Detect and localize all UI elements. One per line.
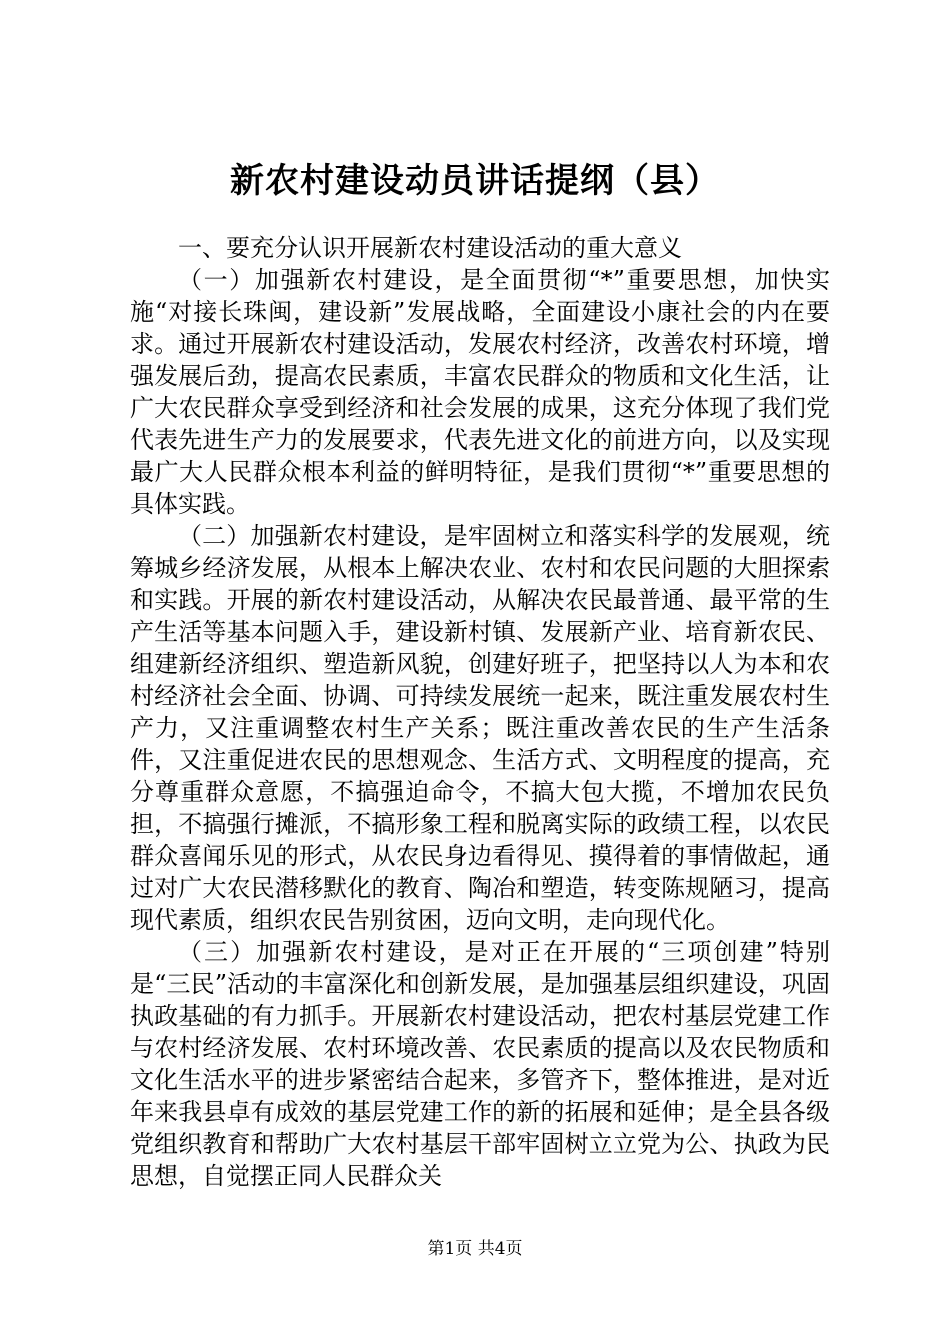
document-title: 新农村建设动员讲话提纲（县）: [230, 161, 720, 201]
document-body: [130, 232, 830, 1192]
page-number-footer: 第1页 共4页: [427, 1239, 523, 1259]
paragraph-1: （一）加强新农村建设，是全面贯彻“*”重要思想，加快实施“对接长珠闽，建设新”发展战略，全面建设小康社会的内在要求。通过开展新农村建设活动，发展农村经济，改善农村环境，增强发展后劲，提高农民素质，丰富农民群众的物质和文化生活，让广大农民群众享受到经济和社会发展的成果，这充分体现了我们党代表先进生产力的发展要求，代表先进文化的前进方向，以及实现最广大人民群众根本利益的鲜明特征，是我们贯彻“*”重要思想的具体实践。: [130, 266, 830, 518]
paragraph-2: （二）加强新农村建设，是牢固树立和落实科学的发展观，统筹城乡经济发展，从根本上解决农业、农村和农民问题的大胆探索和实践。开展的新农村建设活动，从解决农民最普通、最平常的生产生活等基本问题入手，建设新村镇、发展新产业、培育新农民、组建新经济组织、塑造新风貌，创建好班子，把坚持以人为本和农村经济社会全面、协调、可持续发展统一起来，既注重发展农村生产力，又注重调整农村生产关系；既注重改善农民的生产生活条件，又注重促进农民的思想观念、生活方式、文明程度的提高，充分尊重群众意愿，不搞强迫命令，不搞大包大揽，不增加农民负担，不搞强行摊派，不搞形象工程和脱离实际的政绩工程，以农民群众喜闻乐见的形式，从农民身边看得见、摸得着的事情做起，通过对广大农民潜移默化的教育、陶冶和塑造，转变陈规陋习，提高现代素质，组织农民告别贫困，迈向文明，走向现代化。: [130, 522, 830, 934]
section-heading: 一、要充分认识开展新农村建设活动的重大意义: [178, 234, 682, 262]
paragraph-3: （三）加强新农村建设，是对正在开展的“三项创建”特别是“三民”活动的丰富深化和创新发展，是加强基层组织建设，巩固执政基础的有力抓手。开展新农村建设活动，把农村基层党建工作与农村经济发展、农村环境改善、农民素质的提高以及农民物质和文化生活水平的进步紧密结合起来，多管齐下，整体推进，是对近年来我县卓有成效的基层党建工作的新的拓展和延伸；是全县各级党组织教育和帮助广大农村基层干部牢固树立立党为公、执政为民思想，自觉摆正同人民群众关: [130, 938, 830, 1190]
